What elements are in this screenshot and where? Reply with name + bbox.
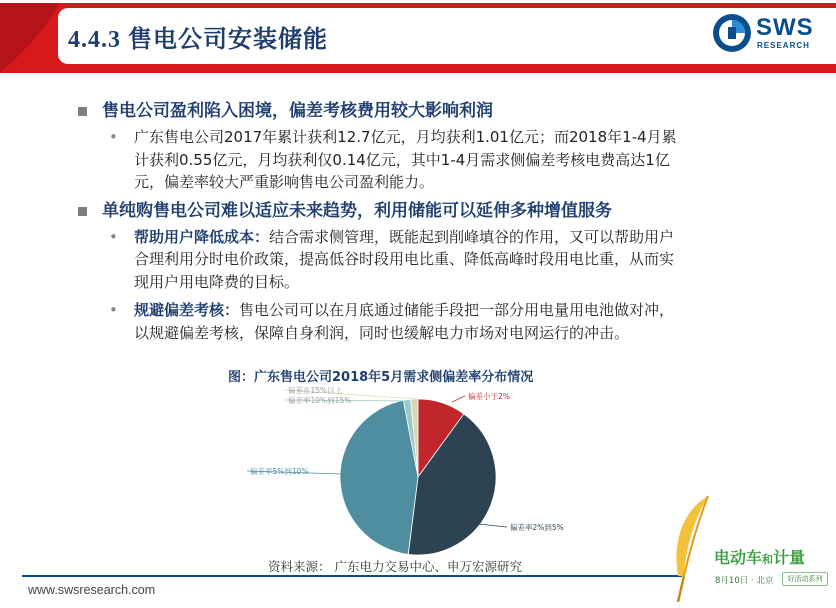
- event-tag: 好活动系列: [782, 572, 828, 586]
- square-bullet-icon: [78, 207, 87, 216]
- text-line: 现用户用电降费的目标。: [134, 272, 300, 291]
- dot-bullet-icon: •: [109, 128, 118, 146]
- section-2-item-2: [76, 299, 796, 344]
- slice-label: 偏差在15%以上: [288, 386, 343, 395]
- slide-content: [76, 98, 796, 344]
- event-title-part: 电动车: [714, 548, 763, 567]
- feather-icon: [664, 492, 720, 604]
- item-label: 规避偏差考核：: [134, 301, 240, 319]
- leader-line: [452, 396, 465, 402]
- section-heading-1: [76, 98, 796, 124]
- dot-bullet-icon: •: [109, 227, 118, 246]
- section-2-item-1: [76, 226, 796, 294]
- section-1-item-1: [76, 126, 796, 194]
- event-date: 8月10日 · 北京: [715, 576, 774, 586]
- text-line: [134, 226, 796, 249]
- item-text: 售电公司可以在月底通过储能手段把一部分用电量用电池做对冲，: [239, 301, 675, 319]
- sws-logo: [711, 12, 823, 56]
- text-line: [134, 299, 796, 322]
- text-line: 以规避偏差考核，保障自身利润，同时也缓解电力市场对电网运行的冲击。: [134, 323, 630, 342]
- slice-label: 偏差率5%到10%: [250, 467, 309, 476]
- slice-label: 偏差率10%到15%: [288, 396, 352, 405]
- pie-chart: [220, 382, 600, 560]
- text-line: 广东售电公司2017年累计获利12.7亿元，月均获利1.01亿元；而2018年1-4月累: [134, 128, 677, 146]
- section-heading-text: 售电公司盈利陷入困境，偏差考核费用较大影响利润: [102, 101, 493, 121]
- chart-title: 图：广东售电公司2018年5月需求侧偏差率分布情况: [228, 370, 534, 385]
- chart-source: 资料来源： 广东电力交易中心、申万宏源研究: [268, 559, 522, 574]
- text-line: 合理利用分时电价政策，提高低谷时段用电比重、降低高峰时段用电比重，从而实: [134, 250, 675, 268]
- page-title: 4.4.3 售电公司安装储能: [68, 26, 328, 53]
- sws-logo-icon: [711, 12, 753, 54]
- leader-line: [478, 524, 507, 527]
- dot-bullet-icon: •: [109, 301, 118, 319]
- footer-divider: [22, 575, 682, 577]
- logo-subtext: RESEARCH: [757, 41, 810, 50]
- logo-wordmark: SWS: [756, 14, 814, 41]
- slice-label: 偏差率2%到5%: [510, 523, 564, 532]
- slice-label: 偏差小于2%: [468, 392, 510, 401]
- section-heading-text: 单纯购售电公司难以适应未来趋势，利用储能可以延伸多种增值服务: [102, 200, 612, 221]
- header-bar: [0, 0, 836, 80]
- footer-url: www.swsresearch.com: [28, 583, 156, 597]
- section-heading-2: [76, 198, 796, 224]
- event-title: [714, 545, 805, 568]
- event-title-part: 和: [762, 553, 774, 566]
- text-line: 计获利0.55亿元，月均获利仅0.14亿元，其中1-4月需求侧偏差考核电费高达1亿: [134, 150, 670, 169]
- event-title-part: 计量: [773, 548, 806, 567]
- text-line: 元，偏差率较大严重影响售电公司盈利能力。: [134, 173, 435, 191]
- square-bullet-icon: [78, 107, 87, 116]
- title-box: [58, 8, 658, 64]
- item-label: 帮助用户降低成本：: [134, 227, 270, 246]
- pie-slice: [340, 400, 418, 554]
- item-text: 结合需求侧管理，既能起到削峰填谷的作用，又可以帮助用户: [269, 227, 675, 246]
